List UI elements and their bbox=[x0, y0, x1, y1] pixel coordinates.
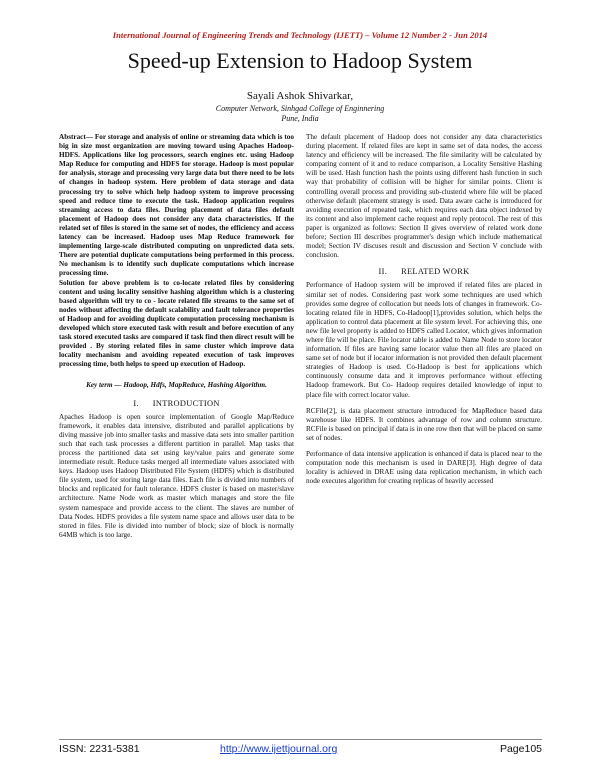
left-column bbox=[59, 133, 294, 547]
related-work-paragraph: RCFile[2], is data placement structure introduced for MapReduce based data warehouse like HDFS. It combines advantage of row and column structure. RCFile is based on principal if data is in one row then that will be placed on same set of nodes. bbox=[306, 406, 542, 442]
section-title: INTRODUCTION bbox=[152, 398, 220, 408]
page-number: Page105 bbox=[499, 743, 542, 755]
section-heading-related-work bbox=[306, 267, 542, 276]
abstract-solution: Solution for above problem is to co-locate related files by considering content and using locality sensitive hashing algorithm which is a clustering based algorithm will try to co - locate related file streams to the same set of nodes without affecting the default scalability and fault tolerance properties of Hadoop and for avoiding duplicate computation processing mechanism is developed which store executed task with result and before execution of any task stored executed tasks are compared if task find then direct result will be provided . By storing related files in same cluster which improve data locality mechanism and avoiding repeated execution of task improves processing time, both helps to speed up execution of Hadoop. bbox=[59, 278, 294, 369]
affiliation-line: Computer Network, Sinhgad College of Enginnering bbox=[215, 104, 385, 113]
section-heading-introduction bbox=[59, 399, 294, 408]
author-affiliation bbox=[0, 104, 600, 124]
introduction-paragraph: Apaches Hadoop is open source implementation of Google Map/Reduce framework, it enables data intensive, distributed and parallel applications by diving massive job into smaller tasks and massive data sets into smaller partition such that each task processes a different partition in parallel. Map tasks that process the partitioned data set using key/value pairs and generate some intermediate result. Reduce tasks merged all intermediate values associated with keys. Hadoop uses Hadoop Distributed File System (HDFS) which is distributed file system, used for storing large data files. Each file is divided into numbers of blocks and replicated for fault tolerance. HDFS cluster is based on master/slave architecture. Name Node work as master which manages and store the file system namespace and provide access to the client. The slaves are number of Data Nodes. HDFS provides a file system name space and allows user data to be stored in files. File is divided into number of block; size of block is normally 64MB which is too large. bbox=[59, 412, 294, 539]
author-name: Sayali Ashok Shivarkar, bbox=[246, 90, 354, 102]
related-work-paragraph: Performance of data intensive application is enhanced if data is placed near to the computation node this mechanism is used in DARE[3]. High degree of data locality is achieved in DRAE using data replication mechanism, in which each node executes algorithm for creating replicas of heavily accessed bbox=[306, 450, 542, 486]
page-footer bbox=[59, 743, 542, 757]
paper-title: Speed-up Extension to Hadoop System bbox=[127, 48, 473, 73]
right-column bbox=[306, 133, 542, 493]
related-work-paragraph: Performance of Hadoop system will be improved if related files are placed in similar set of nodes. Considering past work some techniques are used which provides some degree of collocation but needs lots of changes in framework. Co-locating related file in HDFS, Co-Hadoop[1],provides solution, which helps the application to control data placement at file system level. For achieving this, one new file level property is added to HDFS called Locator, which gives information where file will be place. File locator table is added to Name Node to store locator information. If files are having same locator value then all files are placed on same set of node but if locator information is not provided then default placement strategies of Hadoop is used. Co-Hadoop is best for applications which continuously consume data and it improves performance without effecting Hadoop framework. But Co- Hadoop requires detailed knowledge of input to place file with correct locator value. bbox=[306, 281, 542, 399]
footer-rule bbox=[59, 739, 542, 740]
journal-header: International Journal of Engineering Trends and Technology (IJETT) – Volume 12 Number 2 - Jun 2014 bbox=[112, 30, 488, 40]
section-number: I. bbox=[133, 398, 139, 408]
introduction-continued-paragraph: The default placement of Hadoop does not consider any data characteristics during placement. If related files are kept in same set of data nodes, the access latency and efficiency will be increased. The file similarity will be calculated by comparing content of it and to reduce comparison, a Locality Sensitive Hashing will be used. Hash function hash the points using different hash function in such way that probability of collision will be higher for similar points. Client is controlling overall process and providing sub-clusterid where file will be placed otherwise default placement strategy is used. Data aware cache is introduced for avoiding execution of repeated task, which requires each data object indexed by its content and also implement cache request and reply protocol. The rest of this paper is organized as follows: Section II gives overview of related work done before; Section III describes programmer's design which include mathematical model; Section IV discuses result and discussion and Section V conclude with conclusion. bbox=[306, 133, 542, 260]
section-title: RELATED WORK bbox=[401, 267, 470, 277]
abstract: Abstract— For storage and analysis of online or streaming data which is too big in size most organization are moving toward using Apaches Hadoop- HDFS. Applications like log processors, search engines etc. using Hadoop Map Reduce for computing and HDFS for storage. Hadoop is most popular for analysis, storage and processing very large data but there need to be lots of changes in hadoop system. Here problem of data storage and data processing try to solve which help hadoop system to improve processing speed and reduce time to execute the task. Hadoop application requires streaming access to data files. During placement of data files default placement of Hadoop does not consider any data characteristics. If the related set of files is stored in the same set of nodes, the efficiency and access latency can be increased. Hadoop uses Map Reduce framework for implementing large-scale distributed computing on unpredicted data sets. There are potential duplicate computations being performed in this process. No mechanism is to identify such duplicate computations which increase processing time. bbox=[59, 133, 294, 278]
affiliation-line: Pune, India bbox=[281, 114, 319, 123]
keywords: Key term — Hadoop, Hdfs, MapReduce, Hashing Algorithm. bbox=[86, 381, 267, 390]
journal-link[interactable]: http://www.ijettjournal.org bbox=[220, 743, 338, 755]
section-number: II. bbox=[378, 267, 388, 277]
issn: ISSN: 2231-5381 bbox=[59, 743, 140, 755]
